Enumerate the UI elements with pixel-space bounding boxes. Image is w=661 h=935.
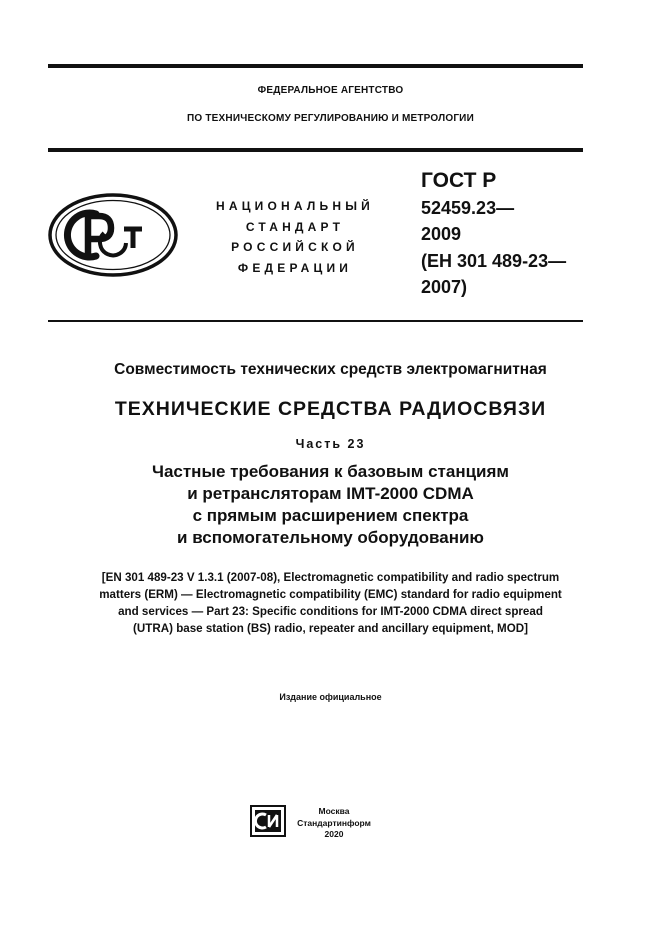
agency-line-2: ПО ТЕХНИЧЕСКОМУ РЕГУЛИРОВАНИЮ И МЕТРОЛОГИИ bbox=[187, 113, 474, 124]
english-title-line-2: matters (ERM) — Electromagnetic compatibility (EMC) standard for radio equipment bbox=[99, 588, 562, 601]
gost-number: 52459.23— bbox=[421, 197, 515, 218]
publisher-block bbox=[294, 806, 374, 841]
en-reference: (ЕН 301 489-23— bbox=[421, 250, 567, 271]
designation-rule bbox=[48, 320, 583, 322]
national-standard-line-4: ФЕДЕРАЦИИ bbox=[237, 260, 353, 275]
publisher-name: Стандартинформ bbox=[297, 817, 371, 828]
national-standard-label bbox=[200, 196, 390, 278]
english-title-line-3: and services — Part 23: Specific conditions for IMT-2000 CDMA direct spread bbox=[118, 605, 543, 618]
english-title-line-1: [EN 301 489-23 V 1.3.1 (2007-08), Electromagnetic compatibility and radio spectrum bbox=[101, 571, 560, 584]
national-standard-line-2: СТАНДАРТ bbox=[245, 219, 345, 234]
rst-mark-icon bbox=[46, 192, 180, 278]
document-subject: Совместимость технических средств электромагнитная bbox=[114, 361, 547, 378]
edition-label: Издание официальное bbox=[279, 692, 382, 702]
national-standard-line-3: РОССИЙСКОЙ bbox=[231, 240, 359, 254]
description-line-3: с прямым расширением спектра bbox=[192, 506, 469, 525]
top-rule bbox=[48, 64, 583, 68]
gost-label: ГОСТ Р bbox=[421, 169, 497, 192]
standard-designation bbox=[421, 168, 601, 301]
agency-line-1: ФЕДЕРАЛЬНОЕ АГЕНТСТВО bbox=[257, 85, 404, 96]
description-line-4: и вспомогательному оборудованию bbox=[177, 528, 484, 547]
english-title bbox=[60, 569, 601, 637]
en-year: 2007) bbox=[421, 277, 468, 297]
document-title: ТЕХНИЧЕСКИЕ СРЕДСТВА РАДИОСВЯЗИ bbox=[114, 398, 547, 420]
english-title-line-4: (UTRA) base station (BS) radio, repeater and ancillary equipment, MOD] bbox=[133, 622, 528, 635]
header-rule bbox=[48, 148, 583, 152]
description-line-1: Частные требования к базовым станциям bbox=[152, 462, 509, 481]
publisher-year: 2020 bbox=[324, 829, 344, 839]
national-standard-line-1: НАЦИОНАЛЬНЫЙ bbox=[215, 199, 375, 213]
publisher-city: Москва bbox=[318, 806, 350, 816]
gost-year: 2009 bbox=[421, 224, 462, 244]
standartinform-logo-icon bbox=[250, 805, 286, 837]
document-part: Часть 23 bbox=[295, 437, 366, 451]
description-line-2: и ретрансляторам IMT-2000 CDMA bbox=[187, 484, 474, 503]
document-description bbox=[0, 461, 661, 549]
